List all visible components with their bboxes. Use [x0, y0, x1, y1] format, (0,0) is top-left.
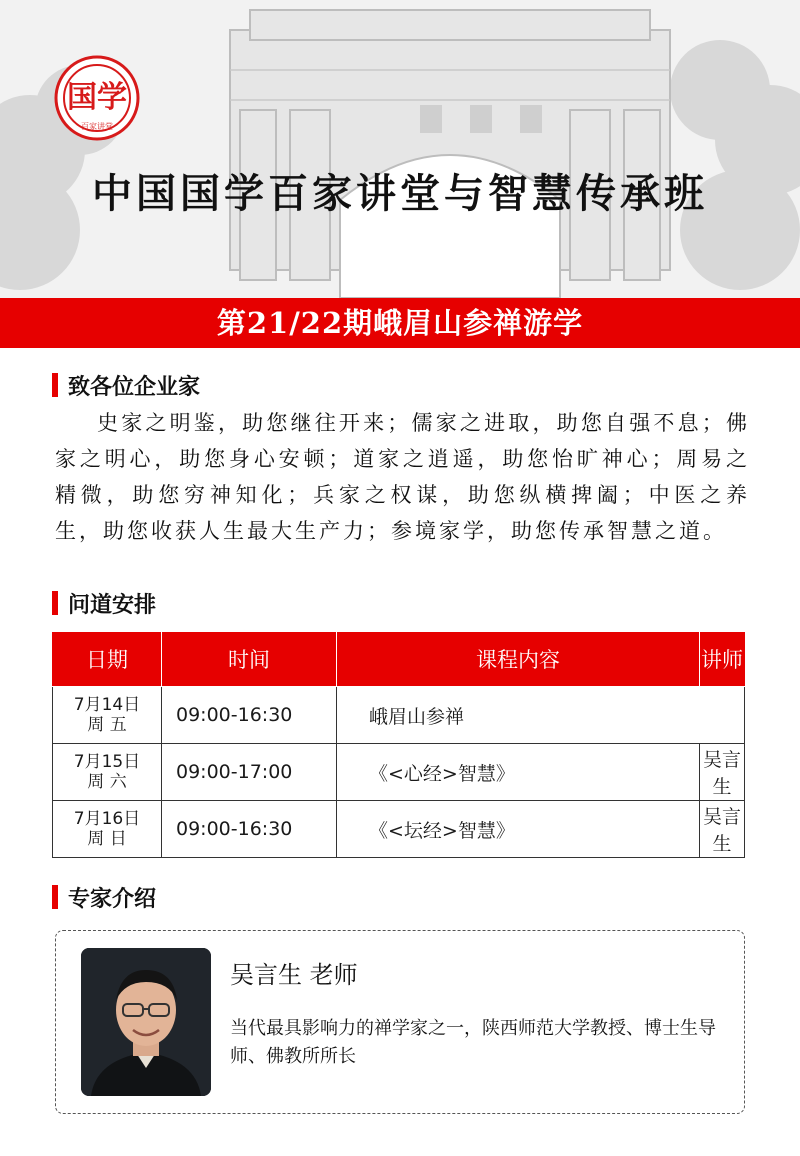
expert-card [55, 930, 745, 1114]
time-cell: 09:00-17:00 [162, 744, 337, 801]
date-text: 7月16日 [73, 809, 141, 829]
seal-logo-icon [54, 55, 140, 141]
date-text: 7月14日 [73, 695, 141, 715]
date-cell [53, 687, 162, 744]
intro-paragraph: 史家之明鉴，助您继往开来；儒家之进取，助您自强不息；佛家之明心，助您身心安顿；道家之逍遥，助您怡旷神心；周易之精微，助您穷神知化；兵家之权谋，助您纵横捭阖；中医之养生，助您收获人生最大生产力；参境家学，助您传承智慧之道。 [55, 411, 750, 543]
course-cell: 峨眉山参禅 [337, 687, 745, 744]
red-bar-icon [52, 885, 58, 909]
table-row [53, 744, 745, 801]
weekday-text: 周 日 [87, 829, 127, 849]
table-row [53, 687, 745, 744]
header [0, 0, 800, 298]
time-cell: 09:00-16:30 [162, 801, 337, 858]
red-bar-icon [52, 373, 58, 397]
teacher-cell: 吴言生 [700, 801, 745, 858]
section-heading-intro [52, 370, 200, 400]
column-header-teacher: 讲师 [700, 632, 745, 687]
logo-text: 国学 [67, 80, 127, 115]
weekday-text: 周 五 [87, 715, 127, 735]
schedule-table [52, 632, 745, 858]
date-cell [53, 744, 162, 801]
teacher-cell: 吴言生 [700, 744, 745, 801]
main-title: 中国国学百家讲堂与智慧传承班 [92, 170, 708, 217]
expert-photo [81, 948, 211, 1096]
table-row [53, 801, 745, 858]
column-header-date: 日期 [53, 632, 162, 687]
weekday-text: 周 六 [87, 772, 127, 792]
portrait-image [81, 948, 211, 1096]
date-text: 7月15日 [73, 752, 141, 772]
gate-background-illustration [0, 0, 800, 298]
table-header-row [53, 632, 745, 687]
column-header-time: 时间 [162, 632, 337, 687]
section-title: 致各位企业家 [68, 374, 201, 400]
logo-subtext: 百家讲堂 [81, 122, 113, 131]
course-cell: 《<坛经>智慧》 [337, 801, 700, 858]
section-heading-expert [52, 882, 156, 912]
section-title: 问道安排 [68, 592, 157, 618]
session-banner: 第21/22期峨眉山参禅游学 [0, 298, 800, 348]
section-heading-schedule [52, 588, 156, 618]
date-cell [53, 801, 162, 858]
red-bar-icon [52, 591, 58, 615]
column-header-course: 课程内容 [337, 632, 700, 687]
time-cell: 09:00-16:30 [162, 687, 337, 744]
expert-name: 吴言生 老师 [230, 961, 358, 989]
course-cell: 《<心经>智慧》 [337, 744, 700, 801]
expert-bio: 当代最具影响力的禅学家之一，陕西师范大学教授、博士生导师、佛教所所长 [230, 1018, 716, 1067]
section-title: 专家介绍 [68, 886, 157, 912]
